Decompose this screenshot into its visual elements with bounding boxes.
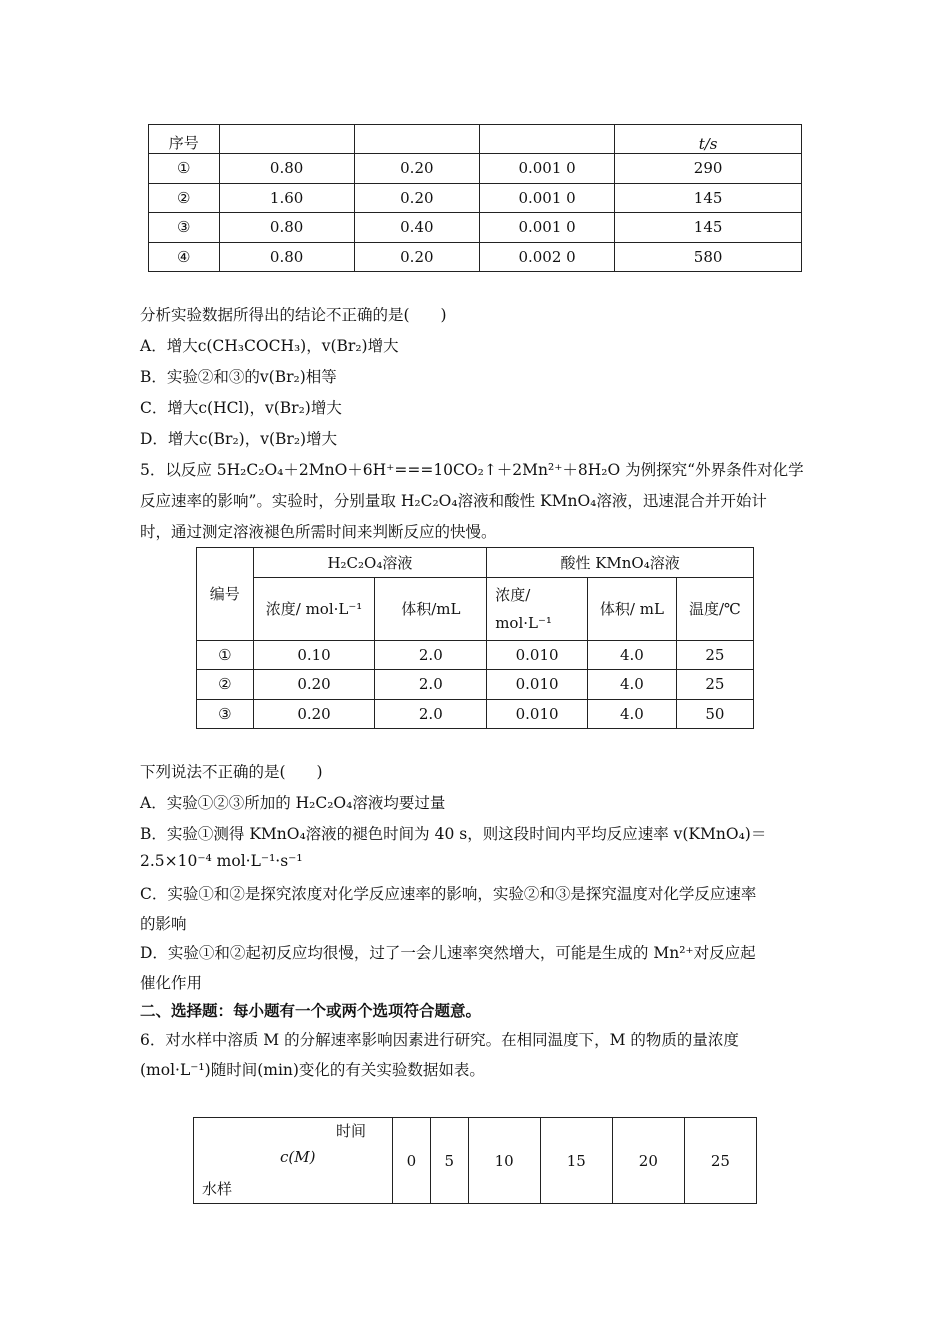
cell: ③	[149, 213, 220, 243]
header-conc2	[487, 577, 588, 640]
table-row	[149, 213, 802, 243]
q4-option-d: D．增大c(Br₂)，v(Br₂)增大	[140, 430, 338, 448]
cell: 25	[676, 670, 753, 700]
time-cell: 0	[393, 1118, 431, 1204]
table-row	[149, 183, 802, 213]
cell: 1.60	[219, 183, 354, 213]
corner-header	[194, 1118, 393, 1204]
q6-stem-line1: 6．对水样中溶质 M 的分解速率影响因素进行研究。在相同温度下，M 的物质的量浓度	[140, 1031, 739, 1049]
header-oxalic: H₂C₂O₄溶液	[253, 548, 487, 578]
cell: ②	[197, 670, 254, 700]
header-blank-1	[219, 125, 354, 154]
q5-option-d-line1: D．实验①和②起初反应均很慢，过了一会儿速率突然增大，可能是生成的 Mn²⁺对反应起	[140, 944, 756, 962]
rate-data-table	[148, 124, 802, 272]
q5-option-c-line2: 的影响	[140, 915, 187, 933]
section-heading: 二、选择题：每小题有一个或两个选项符合题意。	[140, 1001, 482, 1020]
q5-stem-line1: 5．以反应 5H₂C₂O₄＋2MnO＋6H⁺===10CO₂↑＋2Mn²⁺＋8H₂O 为例探究“外界条件对化学	[140, 461, 804, 479]
cell: 0.010	[487, 699, 588, 729]
cell: ①	[149, 154, 220, 184]
header-conc1: 浓度/ mol·L⁻¹	[253, 577, 375, 640]
cell: 0.001 0	[479, 213, 614, 243]
q4-option-c: C．增大c(HCl)，v(Br₂)增大	[140, 399, 342, 417]
cell: 0.80	[219, 154, 354, 184]
time-cell: 5	[430, 1118, 468, 1204]
q5-option-c-line1: C．实验①和②是探究浓度对化学反应速率的影响，实验②和③是探究温度对化学反应速率	[140, 885, 757, 903]
cell: 0.001 0	[479, 154, 614, 184]
corner-cm: c(M)	[280, 1148, 316, 1166]
header-conc2-line1: 浓度/	[495, 585, 531, 604]
cell: 0.001 0	[479, 183, 614, 213]
cell: ④	[149, 242, 220, 272]
q5-stem-line3: 时，通过测定溶液褪色所需时间来判断反应的快慢。	[140, 523, 497, 541]
q4-option-b: B．实验②和③的v(Br₂)相等	[140, 368, 337, 386]
cell: 2.0	[375, 699, 487, 729]
header-vol1: 体积/mL	[375, 577, 487, 640]
cell: 4.0	[588, 699, 677, 729]
cell: 0.010	[487, 640, 588, 670]
cell: 0.20	[354, 242, 479, 272]
q5-option-b-line2: 2.5×10⁻⁴ mol·L⁻¹·s⁻¹	[140, 852, 303, 870]
corner-sample: 水样	[202, 1180, 233, 1198]
cell: 4.0	[588, 670, 677, 700]
concentration-table	[193, 1117, 757, 1204]
header-blank-3	[479, 125, 614, 154]
cell: 290	[615, 154, 802, 184]
cell: 50	[676, 699, 753, 729]
q6-stem-line2: (mol·L⁻¹)随时间(min)变化的有关实验数据如表。	[140, 1061, 485, 1079]
cell: 0.20	[253, 699, 375, 729]
cell: 145	[615, 183, 802, 213]
header-seq: 序号	[149, 125, 220, 154]
q5-stem-line2: 反应速率的影响”。实验时，分别量取 H₂C₂O₄溶液和酸性 KMnO₄溶液，迅速混合并开始计	[140, 492, 767, 510]
header-temp: 温度/℃	[676, 577, 753, 640]
header-id: 编号	[197, 548, 254, 641]
cell: 0.40	[354, 213, 479, 243]
table-row	[149, 154, 802, 184]
cell: 0.002 0	[479, 242, 614, 272]
cell: 2.0	[375, 670, 487, 700]
q5-question: 下列说法不正确的是( )	[140, 763, 323, 781]
q5-option-d-line2: 催化作用	[140, 974, 203, 992]
cell: 25	[676, 640, 753, 670]
time-cell: 15	[540, 1118, 612, 1204]
q5-option-b-line1: B．实验①测得 KMnO₄溶液的褪色时间为 40 s，则这段时间内平均反应速率 v(KMnO₄)＝	[140, 825, 767, 843]
q4-option-a: A．增大c(CH₃COCH₃)，v(Br₂)增大	[140, 337, 399, 355]
header-blank-2	[354, 125, 479, 154]
time-cell: 10	[468, 1118, 540, 1204]
cell: ②	[149, 183, 220, 213]
experiment-table	[196, 547, 754, 729]
cell: 0.20	[253, 670, 375, 700]
cell: 0.80	[219, 213, 354, 243]
header-vol2: 体积/ mL	[588, 577, 677, 640]
cell: 580	[615, 242, 802, 272]
cell: ③	[197, 699, 254, 729]
corner-time: 时间	[336, 1122, 367, 1140]
time-cell: 20	[612, 1118, 684, 1204]
q4-stem: 分析实验数据所得出的结论不正确的是( )	[140, 306, 447, 324]
cell: 4.0	[588, 640, 677, 670]
table-row	[197, 640, 754, 670]
cell: 0.10	[253, 640, 375, 670]
header-kmno4: 酸性 KMnO₄溶液	[487, 548, 754, 578]
cell: 145	[615, 213, 802, 243]
cell: 0.80	[219, 242, 354, 272]
header-conc2-line2: mol·L⁻¹	[495, 613, 552, 632]
cell: 0.010	[487, 670, 588, 700]
cell: 2.0	[375, 640, 487, 670]
q5-option-a: A．实验①②③所加的 H₂C₂O₄溶液均要过量	[140, 794, 446, 812]
table-row	[149, 242, 802, 272]
time-cell: 25	[684, 1118, 756, 1204]
cell: 0.20	[354, 183, 479, 213]
table-row	[197, 670, 754, 700]
cell: ①	[197, 640, 254, 670]
table-row	[197, 699, 754, 729]
header-time: t/s	[615, 125, 802, 154]
cell: 0.20	[354, 154, 479, 184]
